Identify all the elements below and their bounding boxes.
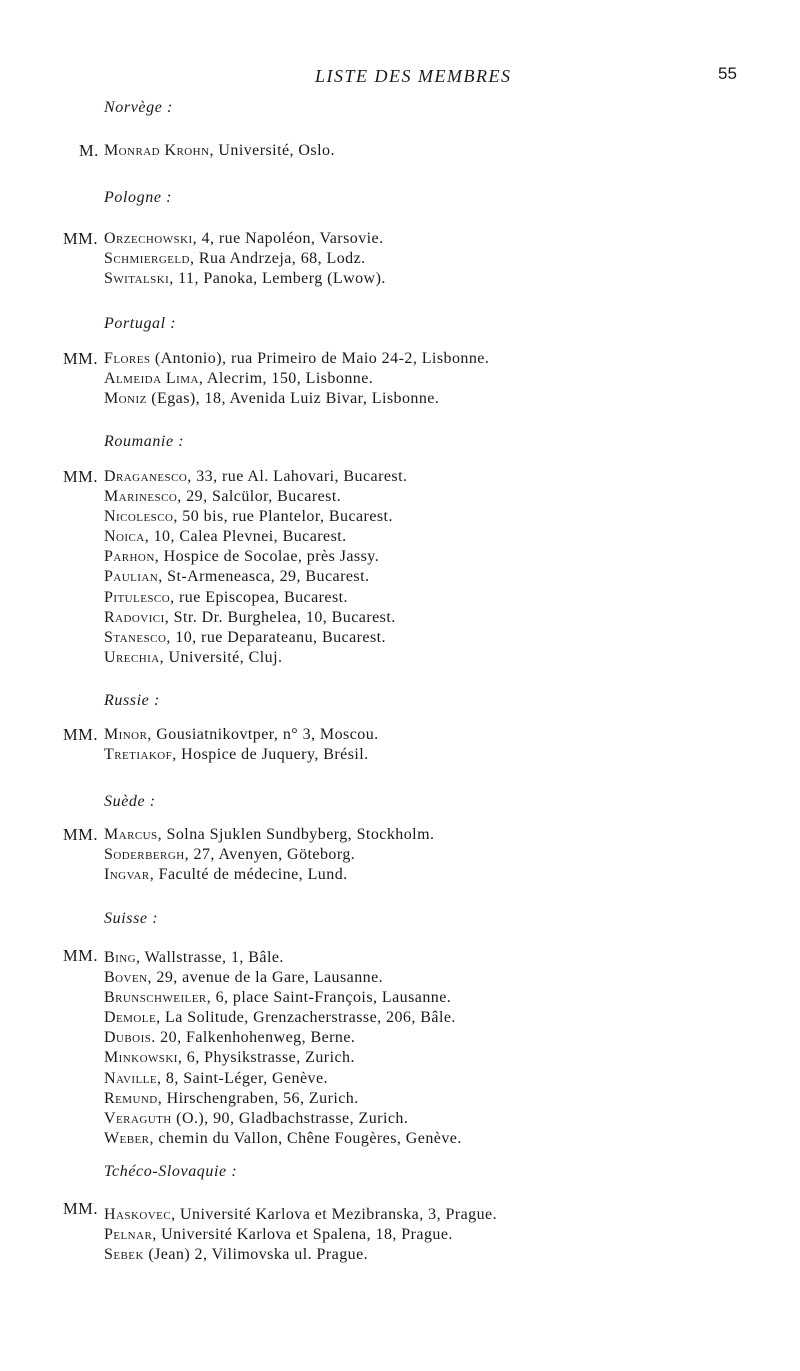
member-entry [104,825,434,845]
member-name: Weber [104,1129,150,1147]
member-entry [104,1129,462,1149]
member-address: , Str. Dr. Burghelea, 10, Bucarest. [164,608,396,626]
member-name: Noica [104,528,145,546]
member-entry [104,588,407,608]
country-heading: Norvège : [104,99,173,116]
member-list [104,725,379,765]
member-address: . 20, Falkenhohenweg, Berne. [151,1029,356,1047]
member-name: Soderbergh [104,846,185,864]
member-address: , rue Episcopea, Bucarest. [170,588,348,606]
member-name: Brunschweiler [104,989,207,1007]
member-address: , Université, Cluj. [159,648,283,666]
member-name: Dubois [104,1029,152,1047]
member-name: Bing [104,949,137,966]
member-address: , 8, Saint-Léger, Genève. [157,1069,328,1087]
member-name: Minkowski [104,1049,178,1067]
member-entry [104,1008,462,1028]
member-name: Almeida Lima [104,370,199,388]
member-name: Monrad Krohn [104,142,210,159]
country-heading: Suisse : [104,910,159,927]
member-list [104,141,335,161]
member-address: , Université Karlova et Mezibranska, 3, Prague. [171,1206,498,1223]
member-prefix: MM. [63,467,98,486]
running-title: LISTE DES MEMBRES [315,66,512,86]
country-heading: Tchéco-Slovaquie : [104,1163,238,1180]
member-entry [104,628,407,648]
member-name: Haskovec [104,1206,172,1223]
member-entry [104,507,407,527]
member-prefix: MM. [63,946,98,965]
member-entry [104,467,407,487]
member-entry [104,547,407,567]
member-prefix: MM. [63,725,98,744]
member-name: Veraguth [104,1109,172,1127]
member-name: Radovici [104,608,165,626]
member-entry [104,1245,497,1265]
member-address: , 29, Salcülor, Bucarest. [177,488,342,506]
member-entry [104,948,462,968]
member-address: , Hirschengraben, 56, Zurich. [157,1089,359,1107]
member-entry [104,389,489,409]
member-entry [104,648,407,668]
member-name: Demole [104,1009,157,1027]
member-name: Boven [104,969,148,987]
member-prefix: MM. [63,349,98,368]
page-number: 55 [718,64,737,83]
member-address: , 29, avenue de la Gare, Lausanne. [147,969,384,987]
member-name: Switalski [104,270,170,288]
member-address: , Hospice de Juquery, Brésil. [172,746,369,764]
country-heading: Roumanie : [104,433,185,450]
member-name: Pelnar [104,1226,153,1244]
member-name: Ingvar [104,866,150,884]
member-entry [104,865,434,885]
member-entry [104,1069,462,1089]
member-address: , 4, rue Napoléon, Varsovie. [192,230,384,247]
country-heading: Suède : [104,793,156,810]
member-address: , Université, Oslo. [209,142,335,159]
member-list [104,1205,497,1265]
member-prefix: M. [79,141,99,160]
member-prefix: MM. [63,229,98,248]
member-entry [104,725,379,745]
member-name: Moniz [104,390,147,408]
member-entry [104,567,407,587]
member-name: Flores [104,350,151,367]
member-name: Minor [104,726,148,743]
member-name: Pitulesco [104,588,171,606]
member-name: Urechia [104,648,160,666]
member-address: , 6, Physikstrasse, Zurich. [177,1049,355,1067]
member-address: , St-Armeneasca, 29, Bucarest. [158,568,370,586]
member-entry [104,1205,497,1225]
member-entry [104,141,335,161]
member-address: (O.), 90, Gladbachstrasse, Zurich. [171,1109,409,1127]
member-address: (Antonio), rua Primeiro de Maio 24-2, Lisbonne. [150,350,490,367]
member-address: , Solna Sjuklen Sundbyberg, Stockholm. [157,826,435,843]
member-list [104,825,434,885]
member-address: , Gousiatnikovtper, n° 3, Moscou. [147,726,379,743]
member-address: , Université Karlova et Spalena, 18, Prague. [152,1226,453,1244]
member-entry [104,527,407,547]
member-address: , 27, Avenyen, Göteborg. [184,846,356,864]
member-list [104,229,386,289]
member-address: , Rua Andrzeja, 68, Lodz. [189,250,366,268]
member-name: Marcus [104,826,158,843]
member-address: , La Solitude, Grenzacherstrasse, 206, Bâle. [156,1009,456,1027]
member-address: (Egas), 18, Avenida Luiz Bivar, Lisbonne. [146,390,440,408]
member-name: Draganesco [104,468,188,485]
member-prefix: MM. [63,1199,98,1218]
member-address: , 10, Calea Plevnei, Bucarest. [144,528,347,546]
member-address: , Alecrim, 150, Lisbonne. [198,370,374,388]
member-entry [104,988,462,1008]
member-list [104,467,407,668]
member-name: Marinesco [104,488,178,506]
member-entry [104,1109,462,1129]
member-entry [104,968,462,988]
member-name: Schmiergeld [104,250,190,268]
member-name: Remund [104,1089,158,1107]
member-entry [104,1048,462,1068]
member-address: , Hospice de Socolae, près Jassy. [154,548,380,566]
member-name: Naville [104,1069,157,1087]
member-name: Tretiakof [104,746,173,764]
member-name: Parhon [104,548,155,566]
member-entry [104,745,379,765]
member-entry [104,369,489,389]
country-heading: Pologne : [104,189,173,206]
country-heading: Portugal : [104,315,177,332]
country-heading: Russie : [104,692,160,709]
member-address: , 10, rue Deparateanu, Bucarest. [166,628,386,646]
member-address: , 50 bis, rue Plantelor, Bucarest. [173,508,393,526]
member-list [104,948,462,1149]
member-address: , 11, Panoka, Lemberg (Lwow). [169,270,386,288]
member-name: Sebek [104,1246,144,1264]
member-entry [104,845,434,865]
member-list [104,349,489,409]
member-address: , 6, place Saint-François, Lausanne. [206,989,452,1007]
member-prefix: MM. [63,825,98,844]
member-address: , Faculté de médecine, Lund. [149,866,348,884]
member-entry [104,487,407,507]
member-entry [104,608,407,628]
member-name: Paulian [104,568,159,586]
member-address: , chemin du Vallon, Chêne Fougères, Genève. [149,1129,462,1147]
member-entry [104,1225,497,1245]
member-name: Orzechowski [104,230,193,247]
member-address: (Jean) 2, Vilimovska ul. Prague. [143,1246,369,1264]
member-entry [104,1089,462,1109]
member-entry [104,1028,462,1048]
member-entry [104,229,386,249]
member-address: , Wallstrasse, 1, Bâle. [136,949,284,966]
member-entry [104,269,386,289]
member-name: Stanesco [104,628,167,646]
member-address: , 33, rue Al. Lahovari, Bucarest. [187,468,408,485]
member-entry [104,249,386,269]
member-name: Nicolesco [104,508,174,526]
member-entry [104,349,489,369]
